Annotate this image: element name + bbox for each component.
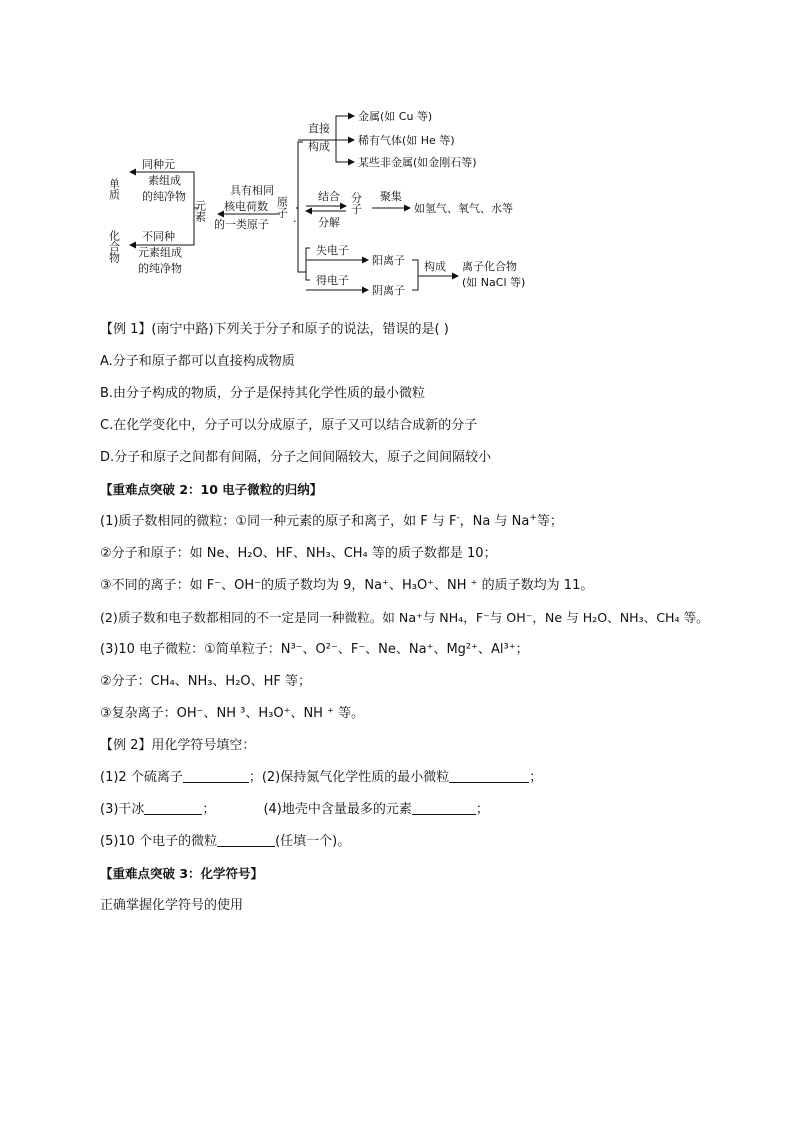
direct-bracket bbox=[336, 116, 342, 162]
molecule-example: 如氢气、氧气、水等 bbox=[414, 202, 513, 215]
example1-option-b: B.由分子构成的物质，分子是保持其化学性质的最小微粒 bbox=[100, 386, 426, 401]
diff-element-text-1: 不同种 bbox=[142, 230, 175, 243]
q1-answer-blank[interactable] bbox=[183, 768, 249, 783]
section2-line1-sup: - bbox=[456, 513, 460, 523]
section2-line3: ③不同的离子：如 F⁻、OH⁻的质子数均为 9，Na⁺、H₃O⁺、NH ⁺ 的质子数均为 11。 bbox=[100, 578, 594, 593]
example1-title: 【例 1】(南宁中路)下列关于分子和原子的说法，错误的是( ) bbox=[100, 322, 449, 337]
q5-answer-blank[interactable] bbox=[217, 832, 275, 847]
q3-end: ； bbox=[202, 802, 216, 817]
section2-line1-c: 等； bbox=[536, 514, 563, 529]
middle-text-3: 的一类原子 bbox=[214, 218, 269, 231]
example2-title: 【例 2】用化学符号填空： bbox=[100, 738, 256, 753]
q1-text: (1)2 个硫离子 bbox=[100, 770, 183, 785]
molecule-label: 分子 bbox=[349, 192, 363, 214]
section2-line1-b: ，Na 与 Na bbox=[459, 514, 530, 529]
compound-label: 化合物 bbox=[107, 230, 121, 263]
anion-label: 阴离子 bbox=[372, 284, 405, 297]
example2-line2 bbox=[100, 794, 720, 826]
concept-diagram bbox=[107, 100, 550, 300]
section2-line4: (2)质子数和电子数都相同的不一定是同一种微粒。如 Na⁺与 NH₄，F⁻与 OH⁻，Ne 与 H₂O、NH₃、CH₄ 等。 bbox=[100, 610, 709, 625]
combine-label: 结合 bbox=[318, 190, 340, 203]
example2-line1 bbox=[100, 762, 720, 794]
ionic-compound-label: 离子化合物 bbox=[462, 260, 517, 273]
right-bracket bbox=[298, 142, 303, 272]
diff-element-text-3: 的纯净物 bbox=[138, 262, 182, 275]
direct-item-nonmetal: 某些非金属(如金刚石等) bbox=[358, 156, 477, 169]
section2-line1 bbox=[100, 506, 720, 538]
atom-dot: . bbox=[293, 212, 297, 225]
same-element-text-3: 的纯净物 bbox=[142, 190, 186, 203]
cation-label: 阳离子 bbox=[372, 254, 405, 267]
lose-electron-label: 失电子 bbox=[316, 244, 349, 257]
aggregate-label: 聚集 bbox=[380, 190, 402, 203]
single-substance-label: 单质 bbox=[107, 178, 121, 200]
q5-text: (5)10 个电子的微粒 bbox=[100, 834, 218, 849]
gain-electron-label: 得电子 bbox=[316, 274, 349, 287]
section2-line1-sup2: + bbox=[529, 513, 537, 523]
middle-text-1: 具有相同 bbox=[230, 184, 274, 197]
q5-end: (任填一个)。 bbox=[275, 834, 351, 849]
section2-line1-a: (1)质子数相同的微粒：①同一种元素的原子和离子，如 F 与 F bbox=[100, 514, 457, 529]
section2-line2: ②分子和原子：如 Ne、H₂O、HF、NH₃、CH₄ 等的质子数都是 10； bbox=[100, 546, 497, 561]
direct-item-noble-gas: 稀有气体(如 He 等) bbox=[358, 134, 455, 147]
document-body bbox=[100, 314, 720, 922]
section3-body: 正确掌握化学符号的使用 bbox=[100, 898, 244, 913]
direct-label-1: 直接 bbox=[308, 122, 330, 135]
q4-answer-blank[interactable] bbox=[412, 800, 476, 815]
section2-line5: (3)10 电子微粒：①简单粒子：N³⁻、O²⁻、F⁻、Ne、Na⁺、Mg²⁺、Al³⁺； bbox=[100, 642, 529, 657]
atom-label: 原子 bbox=[275, 196, 289, 218]
same-element-text-1: 同种元 bbox=[142, 158, 175, 171]
q1-end: ； bbox=[248, 770, 262, 785]
same-element-text-2: 素组成 bbox=[148, 174, 181, 187]
example1-option-d: D.分子和原子之间都有间隔，分子之间间隔较大，原子之间间隔较小 bbox=[100, 450, 492, 465]
ionic-compound-example: (如 NaCl 等) bbox=[462, 276, 526, 289]
q3-text: (3)干冰 bbox=[100, 802, 145, 817]
compose-label: 构成 bbox=[424, 260, 446, 273]
element-label: 元素 bbox=[193, 200, 207, 222]
q3-answer-blank[interactable] bbox=[144, 800, 202, 815]
q2-answer-blank[interactable] bbox=[449, 768, 529, 783]
decompose-label: 分解 bbox=[318, 216, 340, 229]
section3-title: 【重难点突破 3：化学符号】 bbox=[100, 866, 264, 881]
section2-title: 【重难点突破 2：10 电子微粒的归纳】 bbox=[100, 482, 323, 497]
section2-line6: ②分子：CH₄、NH₃、H₂O、HF 等； bbox=[100, 674, 312, 689]
section2-line7: ③复杂离子：OH⁻、NH ³、H₃O⁺、NH ⁺ 等。 bbox=[100, 706, 365, 721]
ion-bracket bbox=[306, 248, 310, 280]
middle-text-2: 核电荷数 bbox=[224, 200, 268, 213]
example1-option-c: C.在化学变化中，分子可以分成原子，原子又可以结合成新的分子 bbox=[100, 418, 478, 433]
example1-option-a: A.分子和原子都可以直接构成物质 bbox=[100, 354, 295, 369]
example2-line3 bbox=[100, 826, 720, 858]
q4-end: ； bbox=[475, 802, 489, 817]
q2-text: (2)保持氮气化学性质的最小微粒 bbox=[261, 770, 450, 785]
q4-text: (4)地壳中含量最多的元素 bbox=[263, 802, 412, 817]
direct-item-metal: 金属(如 Cu 等) bbox=[358, 110, 433, 123]
ion-merge-bracket bbox=[412, 260, 418, 290]
diff-element-text-2: 元素组成 bbox=[138, 246, 182, 259]
direct-label-2: 构成 bbox=[308, 140, 330, 153]
q2-end: ； bbox=[529, 770, 543, 785]
